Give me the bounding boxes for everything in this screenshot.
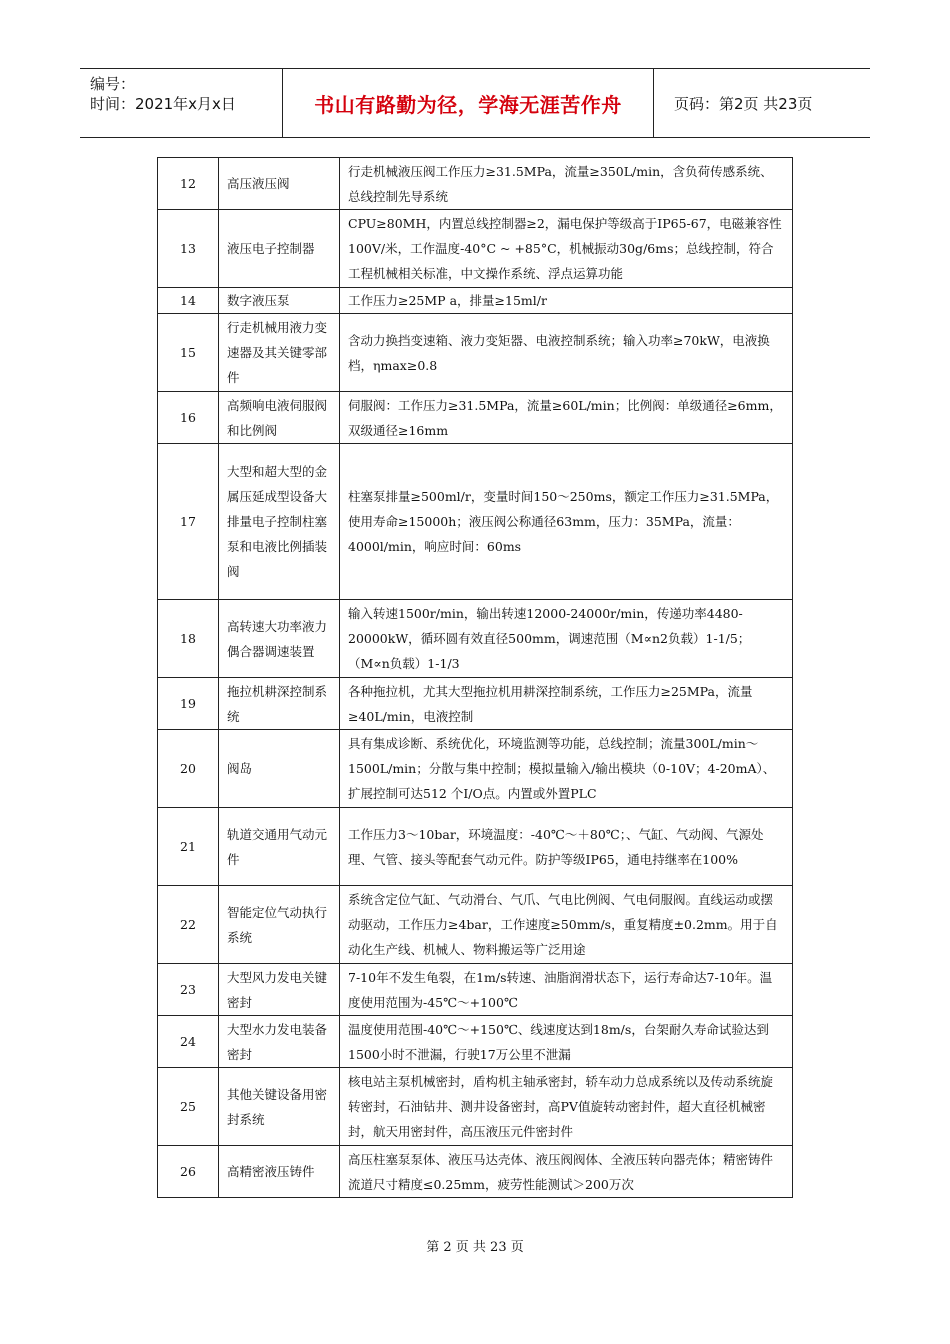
row-item-name: 高精密液压铸件 [219,1146,340,1198]
row-number: 19 [158,678,219,730]
row-number: 17 [158,444,219,600]
row-item-description: 温度使用范围-40℃～+150℃、线速度达到18m/s，台架耐久寿命试验达到1500小时不泄漏，行驶17万公里不泄漏 [340,1016,793,1068]
header-page-info [662,69,870,137]
row-number: 25 [158,1068,219,1146]
table-row [158,730,793,808]
table-row [158,444,793,600]
table-row [158,600,793,678]
doc-number-label: 编号： [90,75,136,93]
table-row [158,1016,793,1068]
row-number: 12 [158,158,219,210]
table-row [158,964,793,1016]
row-item-description: 各种拖拉机，尤其大型拖拉机用耕深控制系统，工作压力≥25MPa，流量≥40L/min，电液控制 [340,678,793,730]
row-item-description: 柱塞泵排量≥500ml/r，变量时间150～250ms，额定工作压力≥31.5MPa，使用寿命≥15000h；液压阀公称通径63mm，压力：35MPa，流量：4000l/min，响应时间：60ms [340,444,793,600]
table-row [158,158,793,210]
row-number: 13 [158,210,219,288]
table-row [158,392,793,444]
spec-table-body [158,158,793,1198]
row-item-name: 阀岛 [219,730,340,808]
spec-table [157,157,793,1198]
page-info-text: 页码：第2页 共23页 [674,94,813,113]
row-number: 22 [158,886,219,964]
row-item-description: 高压柱塞泵泵体、液压马达壳体、液压阀阀体、全液压转向器壳体；精密铸件流道尺寸精度≤0.25mm，疲劳性能测试＞200万次 [340,1146,793,1198]
row-item-name: 大型和超大型的金属压延成型设备大排量电子控制柱塞泵和电液比例插装阀 [219,444,340,600]
table-row [158,1146,793,1198]
doc-time-label: 时间：2021年x月x日 [90,95,236,113]
table-row [158,808,793,886]
row-item-description: 具有集成诊断、系统优化，环境监测等功能，总线控制；流量300L/min～1500L/min；分散与集中控制；模拟量输入/输出模块（0-10V；4-20mA）、扩展控制可达512 个I/O点。内置或外置PLC [340,730,793,808]
row-number: 14 [158,288,219,314]
row-number: 20 [158,730,219,808]
page-header [80,68,870,138]
row-item-description: 含动力换挡变速箱、液力变矩器、电液控制系统；输入功率≥70kW，电液换档，ηmax≥0.8 [340,314,793,392]
table-row [158,886,793,964]
row-item-name: 轨道交通用气动元件 [219,808,340,886]
row-number: 26 [158,1146,219,1198]
row-item-description: 行走机械液压阀工作压力≥31.5MPa，流量≥350L/min，含负荷传感系统、总线控制先导系统 [340,158,793,210]
row-item-description: 核电站主泵机械密封，盾构机主轴承密封，轿车动力总成系统以及传动系统旋转密封，石油钻井、测井设备密封，高PV值旋转动密封件，超大直径机械密封，航天用密封件，高压液压元件密封件 [340,1068,793,1146]
row-item-description: 工作压力≥25MP a，排量≥15ml/r [340,288,793,314]
row-item-name: 高转速大功率液力偶合器调速装置 [219,600,340,678]
row-number: 16 [158,392,219,444]
row-item-description: 系统含定位气缸、气动滑台、气爪、气电比例阀、气电伺服阀。直线运动或摆动驱动，工作压力≥4bar，工作速度≥50mm/s，重复精度±0.2mm。用于自动化生产线、机械人、物料搬运等广泛用途 [340,886,793,964]
table-row [158,288,793,314]
row-item-name: 智能定位气动执行系统 [219,886,340,964]
row-item-description: 工作压力3～10bar，环境温度：-40℃～＋80℃；、气缸、气动阀、气源处理、气管、接头等配套气动元件。防护等级IP65，通电持继率在100% [340,808,793,886]
table-row [158,678,793,730]
row-item-name: 大型水力发电装备密封 [219,1016,340,1068]
row-number: 23 [158,964,219,1016]
row-number: 24 [158,1016,219,1068]
row-item-description: 伺服阀：工作压力≥31.5MPa，流量≥60L/min；比例阀：单级通径≥6mm，双级通径≥16mm [340,392,793,444]
row-item-description: 输入转速1500r/min，输出转速12000-24000r/min，传递功率4480-20000kW，循环圆有效直径500mm，调速范围（M∝n2负载）1-1/5；（M∝n负载）1-1/3 [340,600,793,678]
page-footer: 第 2 页 共 23 页 [426,1240,524,1255]
row-item-name: 数字液压泵 [219,288,340,314]
row-item-name: 液压电子控制器 [219,210,340,288]
row-item-name: 高压液压阀 [219,158,340,210]
row-number: 18 [158,600,219,678]
table-row [158,1068,793,1146]
row-item-name: 其他关键设备用密封系统 [219,1068,340,1146]
row-item-name: 行走机械用液力变速器及其关键零部件 [219,314,340,392]
row-item-name: 高频响电液伺服阀和比例阀 [219,392,340,444]
table-row [158,314,793,392]
row-item-name: 大型风力发电关键密封 [219,964,340,1016]
header-motto: 书山有路勤为径，学海无涯苦作舟 [282,69,654,137]
header-meta [80,69,282,137]
row-number: 15 [158,314,219,392]
row-item-description: 7-10年不发生龟裂，在1m/s转速、油脂润滑状态下，运行寿命达7-10年。温度使用范围为-45℃～+100℃ [340,964,793,1016]
row-item-name: 拖拉机耕深控制系统 [219,678,340,730]
row-item-description: CPU≥80MH，内置总线控制器≥2，漏电保护等级高于IP65-67，电磁兼容性100V/米，工作温度-40°C ~ +85°C，机械振动30g/6ms；总线控制，符合工程机械相关标准，中文操作系统、浮点运算功能 [340,210,793,288]
table-row [158,210,793,288]
row-number: 21 [158,808,219,886]
